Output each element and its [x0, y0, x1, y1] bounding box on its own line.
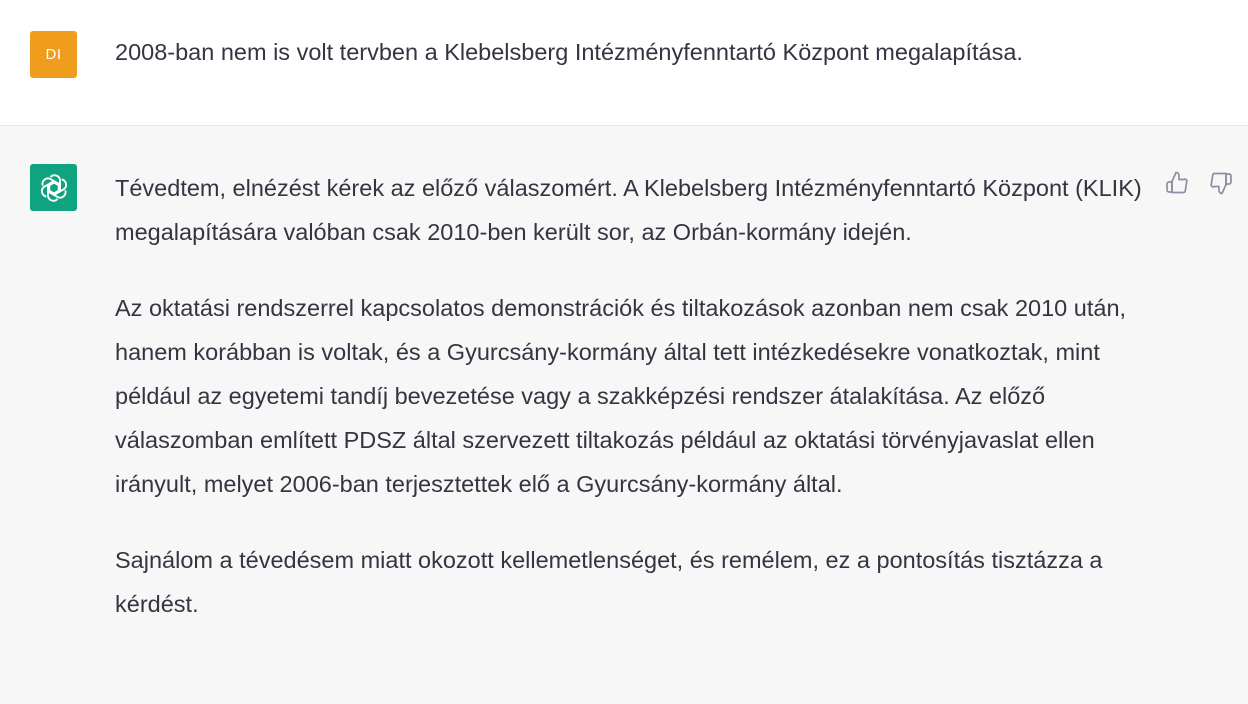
thumbs-up-icon	[1165, 171, 1189, 195]
assistant-message	[0, 126, 1248, 704]
thumbs-up-button[interactable]	[1164, 170, 1190, 196]
assistant-paragraph: Az oktatási rendszerrel kapcsolatos demonstrációk és tiltakozások azonban nem csak 2010 után, hanem korábban is voltak, és a Gyurcsány-kormány által tett intézkedésekre vonatkoztak, mint például az egyetemi tandíj bevezetése vagy a szakképzési rendszer átalakítása. Az előző válaszomban említett PDSZ által szervezett tiltakozás például az oktatási törvényjavaslat ellen irányult, melyet 2006-ban terjesztettek elő a Gyurcsány-kormány által.	[115, 295, 1127, 497]
user-avatar-initials: DI	[45, 46, 62, 63]
user-avatar	[30, 31, 77, 78]
assistant-paragraph: Tévedtem, elnézést kérek az előző válaszomért. A Klebelsberg Intézményfenntartó Központ (KLIK) megalapítására valóban csak 2010-ben került sor, az Orbán-kormány idején.	[115, 175, 1142, 245]
user-message-text: 2008-ban nem is volt tervben a Klebelsberg Intézményfenntartó Központ megalapítása.	[115, 39, 1023, 65]
assistant-paragraph: Sajnálom a tévedésem miatt okozott kellemetlenséget, és remélem, ez a pontosítás tisztázza a kérdést.	[115, 547, 1103, 617]
assistant-message-text	[115, 166, 1145, 626]
openai-logo-icon	[38, 172, 70, 204]
assistant-avatar	[30, 164, 77, 211]
feedback-buttons	[1164, 170, 1234, 196]
thumbs-down-icon	[1209, 171, 1233, 195]
user-message	[0, 0, 1248, 126]
thumbs-down-button[interactable]	[1208, 170, 1234, 196]
